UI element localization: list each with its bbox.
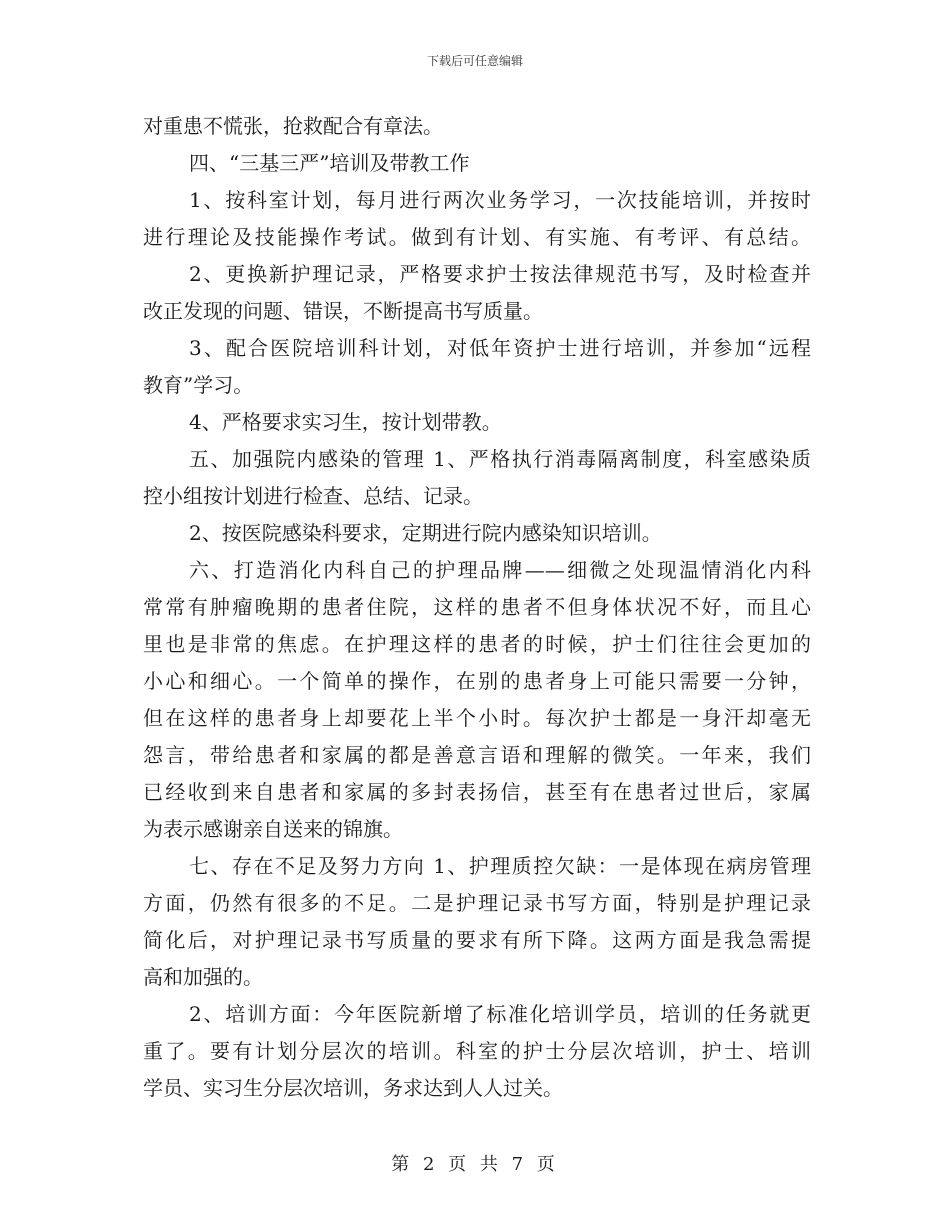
text-line: 六、打造消化内科自己的护理品牌——细微之处现温情消化内科 [189, 558, 811, 582]
text-line: 学员、实习生分层次培训，务求达到人人过关。 [143, 1076, 563, 1100]
text-line: 控小组按计划进行检查、总结、记录。 [143, 484, 483, 508]
text-line: 七、存在不足及努力方向 1、护理质控欠缺：一是体现在病房管理 [189, 854, 811, 878]
text-line: 方面，仍然有很多的不足。二是护理记录书写方面，特别是护理记录 [143, 891, 811, 915]
text-line: 3、配合医院培训科计划，对低年资护士进行培训，并参加“远程 [189, 336, 811, 360]
document-body [143, 108, 811, 1107]
text-line: 2、培训方面：今年医院新增了标准化培训学员，培训的任务就更 [189, 1002, 811, 1026]
text-line: 2、按医院感染科要求，定期进行院内感染知识培训。 [189, 521, 662, 545]
text-line: 四、“三基三严”培训及带教工作 [189, 151, 470, 175]
page-number: 第 2 页 共 7 页 [391, 1154, 559, 1175]
text-line: 常常有肿瘤晚期的患者住院，这样的患者不但身体状况不好，而且心 [143, 595, 811, 619]
text-line: 进行理论及技能操作考试。做到有计划、有实施、有考评、有总结。 [143, 225, 811, 249]
page-header-note: 下载后可任意编辑 [426, 54, 523, 68]
text-line: 已经收到来自患者和家属的多封表扬信，甚至有在患者过世后，家属 [143, 780, 811, 804]
text-line: 改正发现的问题、错误，不断提高书写质量。 [143, 299, 543, 323]
text-line: 重了。要有计划分层次的培训。科室的护士分层次培训，护士、培训 [143, 1039, 811, 1063]
text-line: 五、加强院内感染的管理 1、严格执行消毒隔离制度，科室感染质 [189, 447, 811, 471]
text-line: 小心和细心。一个简单的操作，在别的患者身上可能只需要一分钟， [143, 669, 811, 693]
text-line: 对重患不慌张，抢救配合有章法。 [143, 114, 443, 138]
text-line: 高和加强的。 [143, 965, 263, 989]
text-line: 怨言，带给患者和家属的都是善意言语和理解的微笑。一年来，我们 [143, 743, 811, 767]
text-line: 但在这样的患者身上却要花上半个小时。每次护士都是一身汗却毫无 [143, 706, 811, 730]
text-line: 里也是非常的焦虑。在护理这样的患者的时候，护士们往往会更加的 [143, 632, 811, 656]
text-line: 2、更换新护理记录，严格要求护士按法律规范书写，及时检查并 [189, 262, 811, 286]
text-line: 教育”学习。 [143, 373, 254, 397]
text-line: 为表示感谢亲自送来的锦旗。 [143, 817, 403, 841]
text-line: 简化后，对护理记录书写质量的要求有所下降。这两方面是我急需提 [143, 928, 811, 952]
text-line: 1、按科室计划，每月进行两次业务学习，一次技能培训，并按时 [189, 188, 811, 212]
text-line: 4、严格要求实习生，按计划带教。 [189, 410, 502, 434]
